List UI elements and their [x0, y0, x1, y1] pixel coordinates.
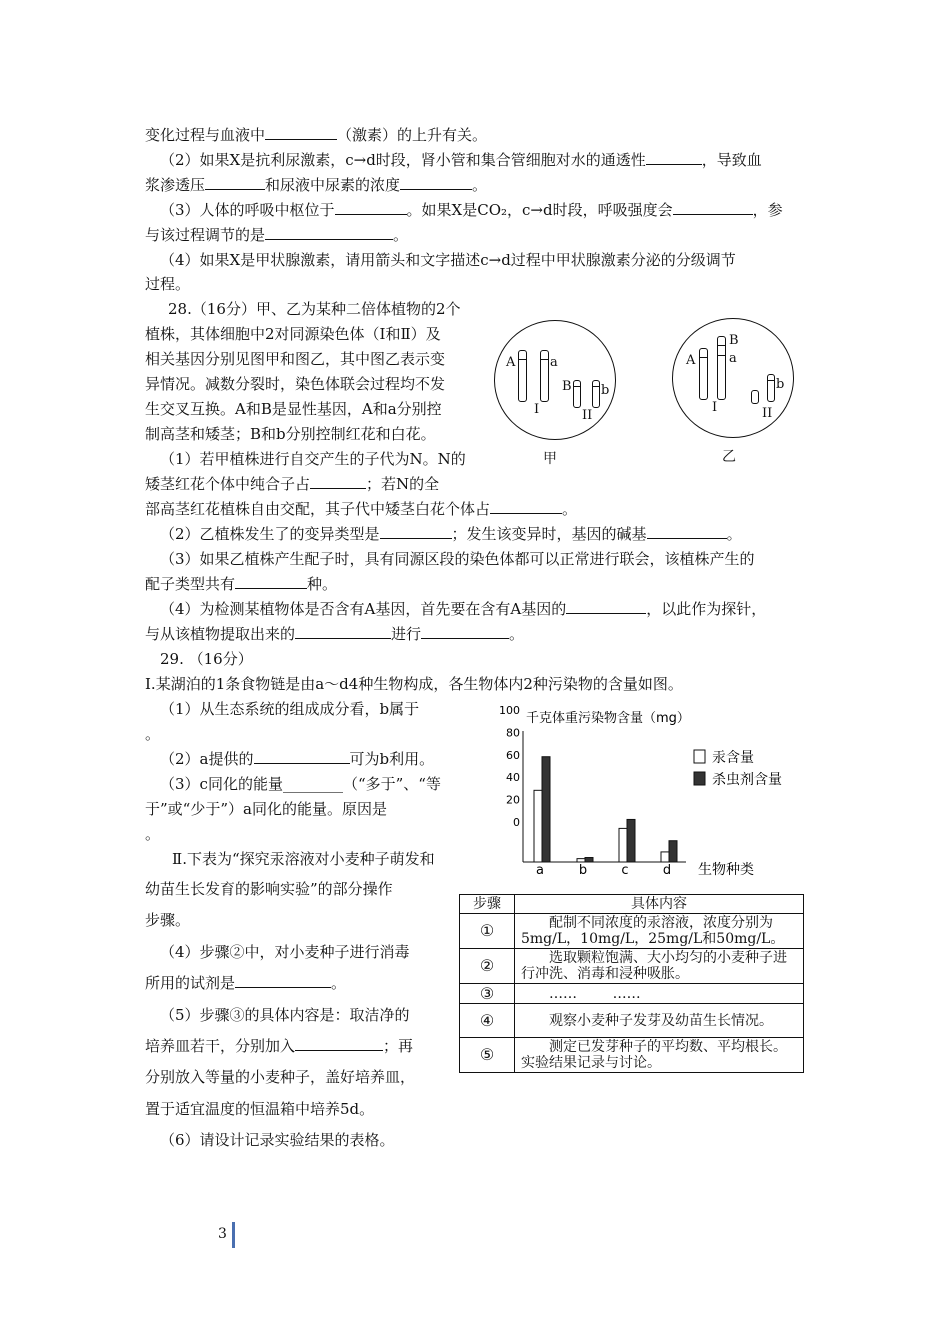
x-tick-label: a [536, 863, 544, 878]
line-1: 变化过程与血液中 （激素）的上升有关。 [145, 126, 488, 144]
step-text: 配制不同浓度的汞溶液，浓度分别为5mg/L，10mg/L，25mg/L和50mg/L。 [515, 914, 804, 949]
step-text: 观察小麦种子发芽及幼苗生长情况。 [515, 1004, 804, 1038]
q29-II-line-3: 步骤。 [145, 911, 191, 929]
q28-line-2: 植株，其体细胞中2对同源染色体（Ⅰ和Ⅱ）及 [145, 325, 441, 343]
gene-B-label: B [562, 379, 572, 394]
bar-b-mercury [577, 859, 585, 862]
y-tick-label: 20 [506, 793, 520, 807]
gene-A-label: A [506, 355, 516, 370]
q28-1-line-c: 部高茎红花植株自由交配，其子代中矮茎白花个体占 。 [145, 500, 578, 518]
legend-mercury: 汞含量 [712, 750, 754, 766]
q28-1-line-a: （1）若甲植株进行自交产生的子代为N。N的 [160, 450, 466, 468]
gene-b-label-yi: b [776, 377, 785, 392]
legend-swatch-mercury [694, 750, 705, 763]
chromosome-II-right-yi [767, 374, 775, 402]
step-number: ④ [460, 1004, 515, 1038]
q29-3-line-a: （3）c同化的能量________（“多于”、“等 [160, 775, 441, 793]
q29-5-line-a: （5）步骤③的具体内容是：取洁净的 [160, 1006, 410, 1024]
q28-line-1: 28.（16分）甲、乙为某种二倍体植物的2个 [168, 300, 461, 318]
q29-I-line: Ⅰ.某湖泊的1条食物链是由a～d4种生物构成，各生物体内2种污染物的含量如图。 [145, 675, 683, 693]
bar-c-mercury [619, 828, 627, 862]
gene-a-label: a [550, 355, 558, 370]
y-tick-label: 0 [513, 816, 520, 829]
chromosome-II-label-yi: II [762, 406, 773, 421]
chromosome-I-label: I [534, 402, 540, 417]
step-text: …… …… [515, 984, 804, 1004]
q28-line-6: 制高茎和矮茎；B和b分别控制红花和白花。 [145, 425, 436, 443]
header-step: 步骤 [460, 895, 515, 914]
chromosome-I-right [540, 350, 549, 402]
header-content: 具体内容 [515, 895, 804, 914]
bar-c-pesticide [627, 819, 635, 862]
q29-3-line-c: 。 [145, 825, 161, 843]
y-tick-label: 60 [506, 748, 520, 762]
q28-line-3: 相关基因分别见图甲和图乙，其中图乙表示变 [145, 350, 446, 368]
line-3: 浆渗透压 和尿液中尿素的浓度 。 [145, 176, 488, 194]
q29-2-line: （2）a提供的 可为b利用。 [160, 750, 435, 768]
step-number: ③ [460, 984, 515, 1004]
y-tick-label: 40 [506, 771, 520, 785]
q28-3-line-a: （3）如果乙植株产生配子时，具有同源区段的染色体都可以正常进行联会，该植株产生的 [160, 550, 755, 568]
x-tick-label: c [621, 863, 629, 878]
bar-d-mercury [661, 852, 669, 862]
q29-title: 29. （16分） [160, 650, 253, 668]
q28-4-line-a: （4）为检测某植物体是否含有A基因，首先要在含有A基因的 ，以此作为探针， [160, 600, 767, 618]
table-row [460, 1004, 804, 1038]
q29-4-line-b: 所用的试剂是 。 [145, 974, 347, 992]
line-4: （3）人体的呼吸中枢位于 。如果X是CO₂，c→d时段，呼吸强度会 ，参 [160, 201, 783, 219]
chromosome-II-left-yi [751, 390, 759, 404]
table-row [460, 984, 804, 1004]
chromosome-II-right [592, 380, 600, 408]
chromosome-I-left-yi [699, 348, 708, 400]
x-tick-label: d [662, 863, 672, 878]
q29-II-line-2: 幼苗生长发育的影响实验”的部分操作 [145, 880, 393, 898]
q29-II-line-1: Ⅱ.下表为“探究汞溶液对小麦种子萌发和 [172, 850, 435, 868]
step-number: ⑤ [460, 1038, 515, 1073]
q28-3-line-b: 配子类型共有 种。 [145, 575, 338, 593]
gene-B-label-yi: B [729, 333, 739, 348]
q29-3-line-b: 于”或“少于”）a同化的能量。原因是 [145, 800, 387, 818]
gene-a-label-yi: a [729, 351, 737, 366]
q28-1-line-b: 矮茎红花个体中纯合子占 ；若N的全 [145, 475, 440, 493]
line-6: （4）如果X是甲状腺激素，请用箭头和文字描述c→d过程中甲状腺激素分泌的分级调节 [160, 251, 736, 269]
table-row [460, 914, 804, 949]
chromosome-I-left [518, 350, 527, 402]
chromosome-I-right-yi [717, 336, 726, 400]
bar-a-mercury [534, 790, 542, 862]
table-header-row [460, 895, 804, 914]
line-2: （2）如果X是抗利尿激素，c→d时段，肾小管和集合管细胞对水的通透性 ，导致血 [160, 151, 762, 169]
line-5: 与该过程调节的是 。 [145, 226, 409, 244]
caption-jia: 甲 [543, 451, 557, 467]
q28-4-line-b: 与从该植物提取出来的 进行 。 [145, 625, 525, 643]
page-number-bar [232, 1222, 235, 1248]
q28-line-5: 生交叉互换。A和B是显性基因，A和a分别控 [145, 400, 442, 418]
chromosome-I-label-yi: I [712, 400, 718, 415]
x-tick-label: b [578, 863, 588, 878]
y-tick-label: 100 [499, 706, 520, 717]
gene-A-label-yi: A [686, 353, 696, 368]
chromosome-II-label: II [582, 408, 593, 423]
table-row [460, 1038, 804, 1073]
chart-title: 千克体重污染物含量（mg） [526, 711, 690, 726]
bar-d-pesticide [669, 841, 677, 862]
caption-yi: 乙 [722, 449, 736, 465]
step-number: ① [460, 914, 515, 949]
chromosome-II-left [573, 380, 581, 408]
legend-swatch-pesticide [694, 772, 705, 785]
steps-table [459, 894, 804, 1073]
q28-2-line: （2）乙植株发生了的变异类型是 ；发生该变异时，基因的碱基 。 [160, 525, 742, 543]
q28-line-4: 异情况。减数分裂时，染色体联会过程均不发 [145, 375, 446, 393]
q29-1-line-a: （1）从生态系统的组成成分看，b属于 [160, 700, 420, 718]
gene-b-label: b [601, 383, 610, 398]
q29-1-line-b: 。 [145, 725, 161, 743]
q29-5-line-d: 置于适宜温度的恒温箱中培养5d。 [145, 1100, 375, 1118]
step-text: 测定已发芽种子的平均数、平均根长。实验结果记录与讨论。 [515, 1038, 804, 1073]
q29-5-line-b: 培养皿若干，分别加入 ；再 [145, 1037, 414, 1055]
q29-6-line: （6）请设计记录实验结果的表格。 [160, 1131, 395, 1149]
bar-b-pesticide [585, 858, 593, 862]
legend-pesticide: 杀虫剂含量 [712, 772, 782, 788]
q29-4-line-a: （4）步骤②中，对小麦种子进行消毒 [160, 943, 410, 961]
page-number: 3 [218, 1226, 227, 1242]
line-7: 过程。 [145, 275, 191, 293]
bar-a-pesticide [542, 757, 550, 862]
table-row [460, 949, 804, 984]
pollutant-bar-chart [496, 706, 816, 882]
step-text: 选取颗粒饱满、大小均匀的小麦种子进行冲洗、消毒和浸种吸胀。 [515, 949, 804, 984]
step-number: ② [460, 949, 515, 984]
y-tick-label: 80 [506, 726, 520, 740]
q29-5-line-c: 分别放入等量的小麦种子，盖好培养皿， [145, 1068, 416, 1086]
x-axis-label: 生物种类 [698, 862, 754, 878]
